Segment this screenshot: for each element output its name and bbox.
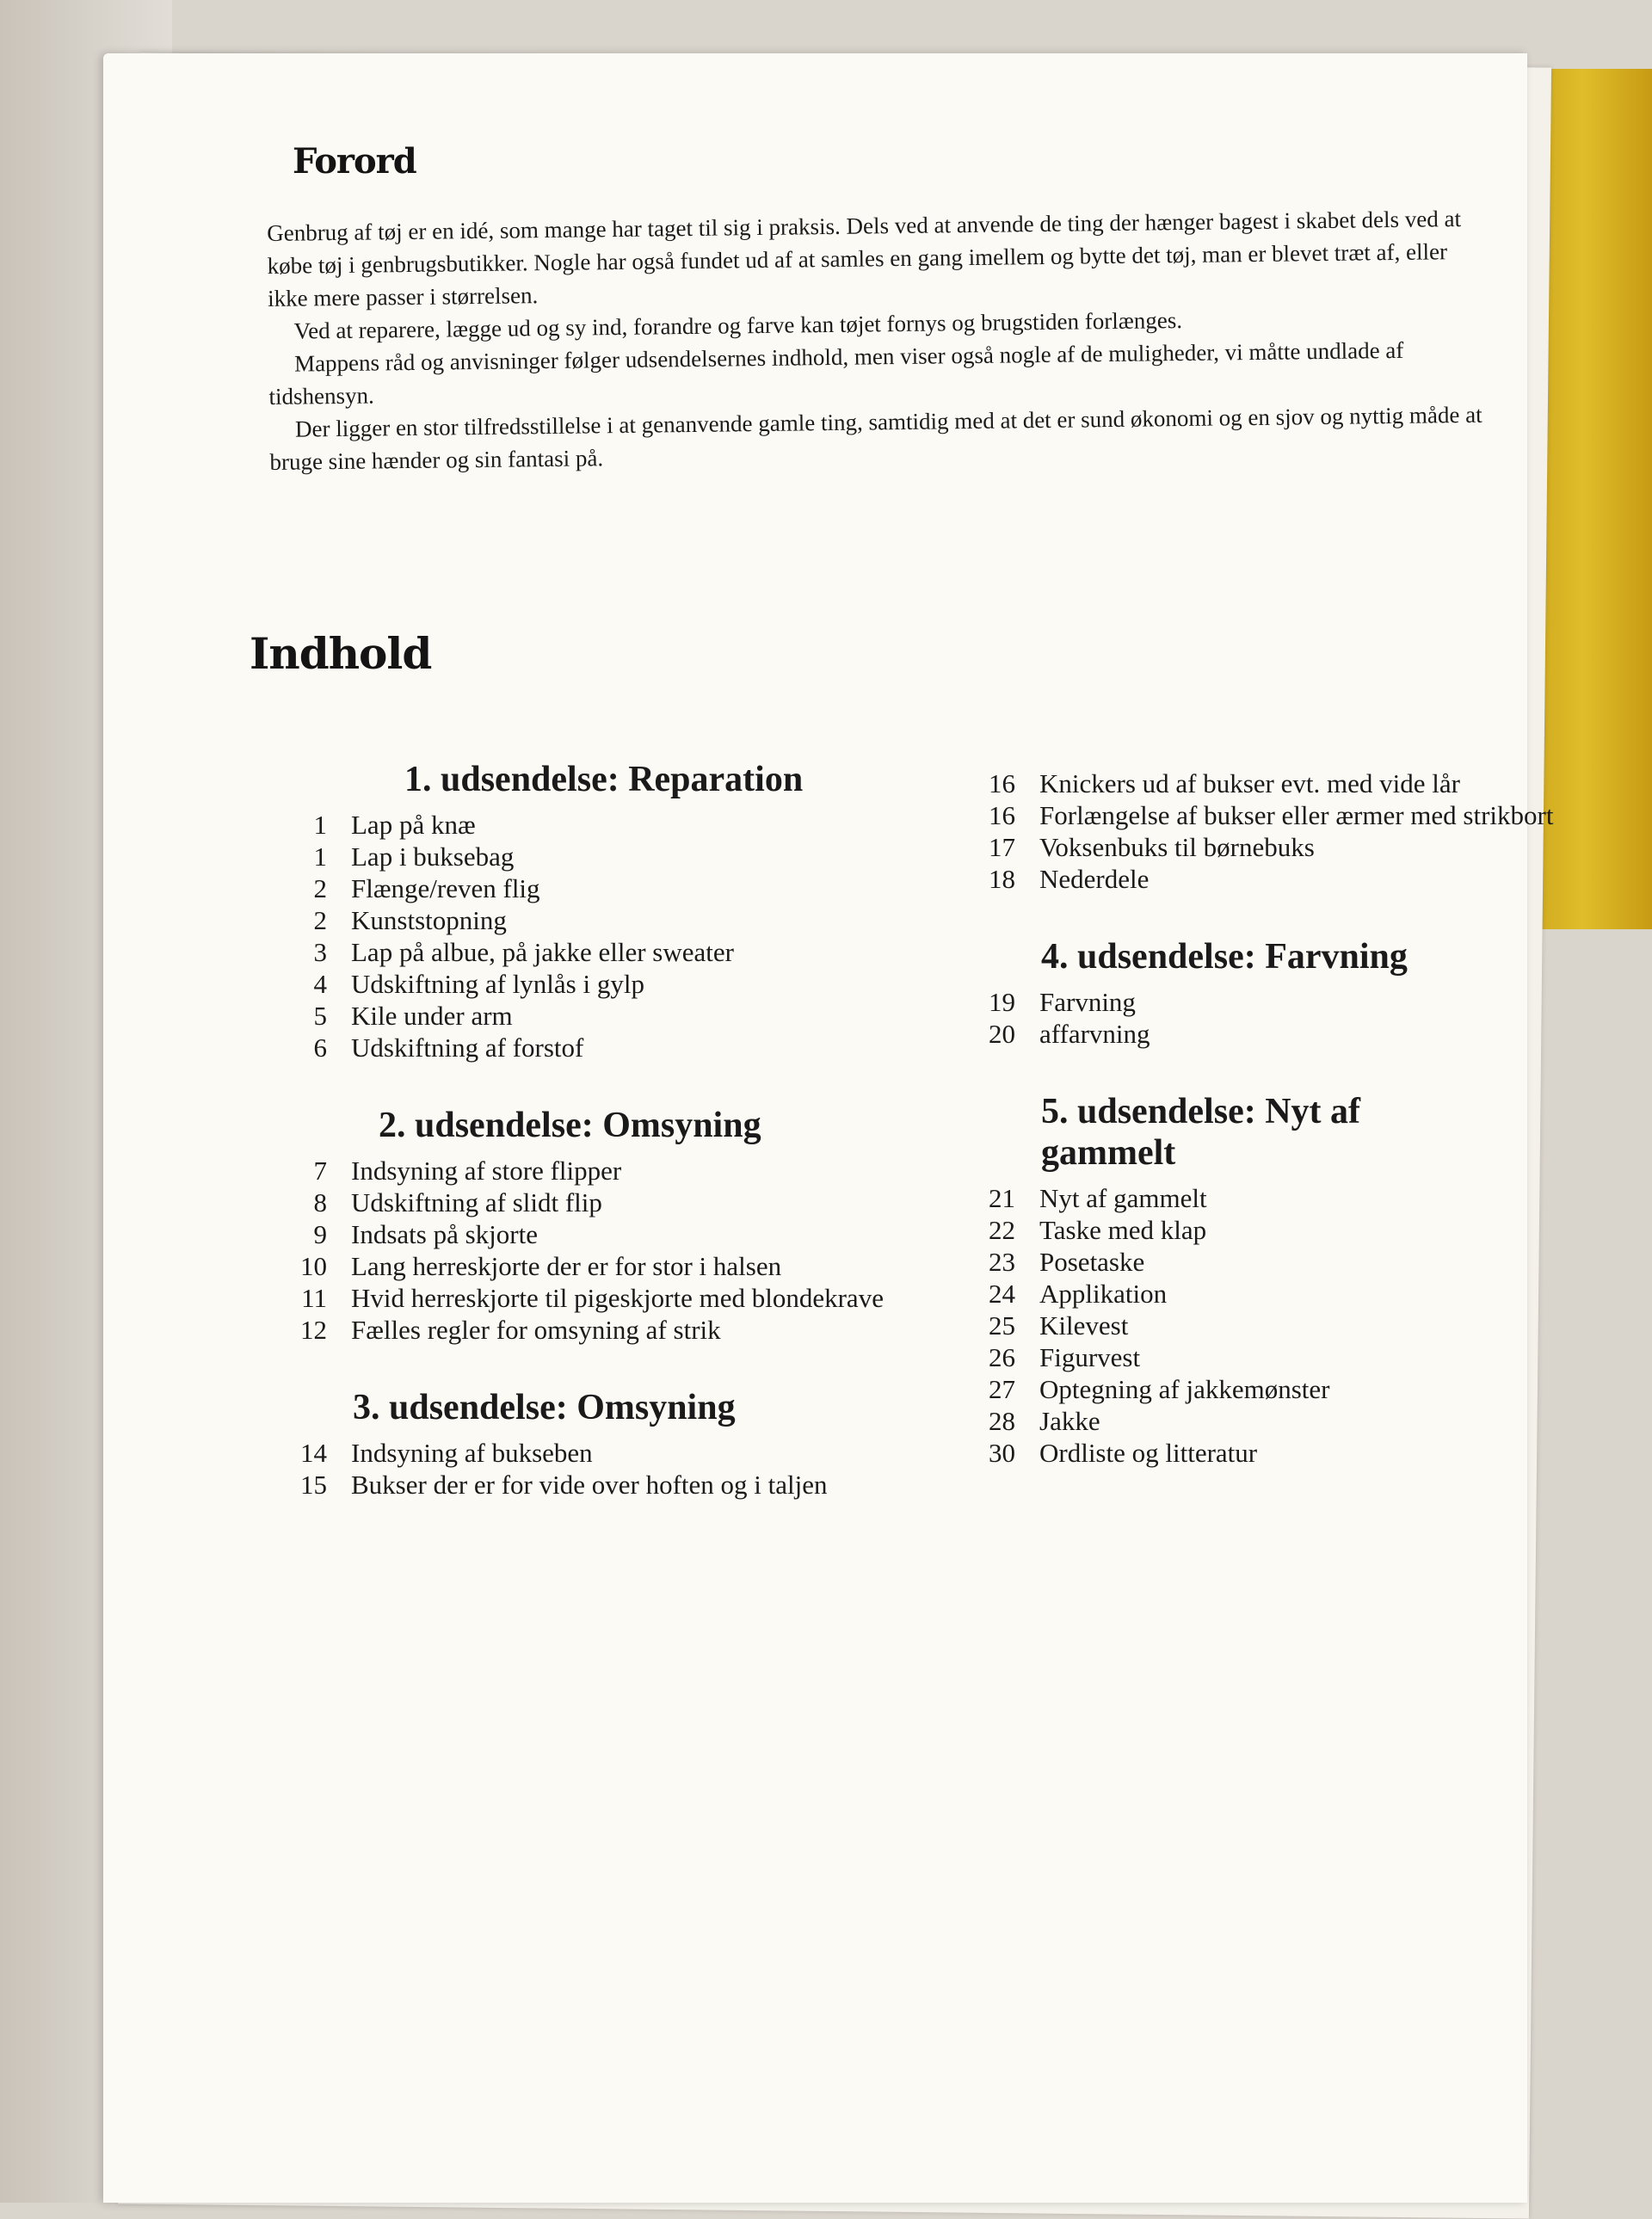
entry-text: Voksenbuks til børnebuks — [1039, 832, 1315, 862]
entry-text: Knickers ud af bukser evt. med vide lår — [1039, 768, 1460, 798]
list-item — [972, 1278, 1566, 1310]
list-item — [267, 1282, 938, 1314]
list-item — [267, 1187, 938, 1218]
entry-text: Kilevest — [1039, 1310, 1129, 1341]
page-number: 9 — [313, 1219, 327, 1249]
list-item — [267, 1000, 938, 1032]
page-number: 26 — [989, 1342, 1015, 1372]
list-item — [267, 841, 938, 872]
list-item — [267, 936, 938, 968]
section-entries — [267, 1155, 938, 1346]
list-item — [972, 1437, 1566, 1469]
list-item — [267, 1250, 938, 1282]
list-item — [972, 1310, 1566, 1341]
list-item — [972, 1182, 1566, 1214]
list-item — [972, 1373, 1566, 1405]
entry-text: Applikation — [1039, 1279, 1168, 1309]
list-item — [972, 831, 1566, 863]
forord-paragraph: Mappens råd og anvisninger følger udsendelsernes indhold, men viser også nogle af de muligheder, vi måtte undlade af tidshensyn. — [268, 336, 1404, 410]
page-number: 22 — [989, 1215, 1015, 1245]
entry-text: Lang herreskjorte der er for stor i halsen — [351, 1251, 782, 1281]
page-number: 4 — [313, 969, 327, 999]
entry-text: Nyt af gammelt — [1039, 1183, 1207, 1213]
entry-text: Figurvest — [1039, 1342, 1141, 1372]
list-item — [267, 1218, 938, 1250]
entry-text: Indsyning af bukseben — [351, 1438, 593, 1468]
entry-text: Udskiftning af slidt flip — [351, 1187, 602, 1217]
entry-text: Farvning — [1039, 987, 1136, 1017]
spacer — [267, 1346, 938, 1387]
page-number: 12 — [300, 1315, 327, 1345]
list-item — [972, 1018, 1566, 1050]
entry-text: Optegning af jakkemønster — [1039, 1374, 1330, 1404]
list-item — [267, 872, 938, 904]
list-item — [972, 1246, 1566, 1278]
page-number: 6 — [313, 1032, 327, 1063]
page-number: 7 — [313, 1156, 327, 1186]
list-item — [972, 767, 1566, 799]
page-number: 23 — [989, 1247, 1015, 1277]
entry-text: Lap i buksebag — [351, 841, 515, 872]
page-number: 24 — [989, 1279, 1015, 1309]
section-title: 2. udsendelse: Omsyning — [379, 1106, 761, 1145]
list-item — [267, 1155, 938, 1187]
page-number: 16 — [989, 768, 1015, 798]
list-item — [267, 1032, 938, 1063]
page-number: 14 — [300, 1438, 327, 1468]
page-number: 1 — [313, 810, 327, 840]
section-title: 5. udsendelse: Nyt af gammelt — [1041, 1092, 1361, 1173]
section-title: 4. udsendelse: Farvning — [1041, 937, 1408, 977]
entry-text: Lap på knæ — [351, 810, 476, 840]
page-number: 5 — [313, 1001, 327, 1031]
list-item — [267, 1314, 938, 1346]
toc-section — [267, 1105, 938, 1346]
toc-section — [267, 759, 938, 1063]
page-number: 10 — [300, 1251, 327, 1281]
entry-text: Forlængelse af bukser eller ærmer med strikbort — [1039, 800, 1554, 830]
entry-text: Jakke — [1039, 1406, 1100, 1436]
list-item — [972, 1405, 1566, 1437]
page-number: 16 — [989, 800, 1015, 830]
entry-text: Kile under arm — [351, 1001, 513, 1031]
entry-text: Taske med klap — [1039, 1215, 1207, 1245]
page-number: 2 — [313, 873, 327, 903]
section-entries — [972, 986, 1566, 1050]
entry-text: Ordliste og litteratur — [1039, 1438, 1258, 1468]
spacer — [972, 895, 1566, 936]
page-number: 11 — [301, 1283, 327, 1313]
list-item — [972, 986, 1566, 1018]
toc-right-column — [972, 767, 1566, 1469]
page-number: 18 — [989, 864, 1015, 894]
page-number: 25 — [989, 1310, 1015, 1341]
spacer — [972, 1050, 1566, 1091]
entry-text: Kunststopning — [351, 905, 507, 935]
list-item — [972, 1341, 1566, 1373]
forord-heading: Forord — [293, 141, 416, 182]
toc-section — [267, 1387, 938, 1501]
entry-text: Posetaske — [1039, 1247, 1145, 1277]
entry-text: Indsats på skjorte — [351, 1219, 538, 1249]
forord-paragraph: Der ligger en stor tilfredsstillelse i at genanvende gamle ting, samtidig med at det er sund økonomi og en sjov og nyttig måde at bruge sine hænder og sin fantasi på. — [269, 401, 1482, 475]
list-item — [267, 904, 938, 936]
forord-paragraph: Genbrug af tøj er en idé, som mange har taget til sig i praksis. Dels ved at anvende de ting der hænger bagest i skabet dels ved at købe tøj i genbrugsbutikker. Nogle har også fundet ud af at samles en gang imellem og bytte det tøj, man er blevet træt af, eller ikke mere passer i størrelsen. — [267, 206, 1462, 311]
list-item — [972, 863, 1566, 895]
section-entries — [972, 1182, 1566, 1469]
entry-text: Udskiftning af forstof — [351, 1032, 584, 1063]
page-number: 19 — [989, 987, 1015, 1017]
entry-text: Bukser der er for vide over hoften og i taljen — [351, 1470, 828, 1500]
list-item — [267, 968, 938, 1000]
page-number: 21 — [989, 1183, 1015, 1213]
list-item — [267, 1469, 938, 1501]
page-number: 2 — [313, 905, 327, 935]
toc-section — [972, 936, 1566, 1050]
entry-text: Flænge/reven flig — [351, 873, 540, 903]
entry-text: affarvning — [1039, 1019, 1150, 1049]
spacer — [267, 1063, 938, 1105]
entry-text: Nederdele — [1039, 864, 1150, 894]
document-page — [103, 53, 1554, 2203]
entry-text: Lap på albue, på jakke eller sweater — [351, 937, 734, 967]
toc-section — [972, 767, 1566, 895]
section-entries — [972, 767, 1566, 895]
page-number: 30 — [989, 1438, 1015, 1468]
list-item — [267, 1437, 938, 1469]
entry-text: Indsyning af store flipper — [351, 1156, 622, 1186]
section-entries — [267, 1437, 938, 1501]
page-number: 8 — [313, 1187, 327, 1217]
page-number: 28 — [989, 1406, 1015, 1436]
entry-text: Hvid herreskjorte til pigeskjorte med blondekrave — [351, 1283, 884, 1313]
section-title: 1. udsendelse: Reparation — [404, 760, 804, 799]
list-item — [267, 809, 938, 841]
list-item — [972, 1214, 1566, 1246]
entry-text: Udskiftning af lynlås i gylp — [351, 969, 644, 999]
forord-paragraph: Ved at reparere, lægge ud og sy ind, forandre og farve kan tøjet fornys og brugstiden forlænges. — [293, 307, 1183, 344]
forord-body — [267, 202, 1492, 478]
page-number: 20 — [989, 1019, 1015, 1049]
section-entries — [267, 809, 938, 1063]
page-number: 17 — [989, 832, 1015, 862]
section-title: 3. udsendelse: Omsyning — [353, 1388, 736, 1427]
toc-section — [972, 1091, 1566, 1469]
list-item — [972, 799, 1566, 831]
toc-left-column — [267, 759, 938, 1501]
entry-text: Fælles regler for omsyning af strik — [351, 1315, 721, 1345]
page-number: 15 — [300, 1470, 327, 1500]
page-number: 1 — [313, 841, 327, 872]
page-number: 27 — [989, 1374, 1015, 1404]
page-number: 3 — [313, 937, 327, 967]
indhold-heading: Indhold — [250, 628, 432, 679]
